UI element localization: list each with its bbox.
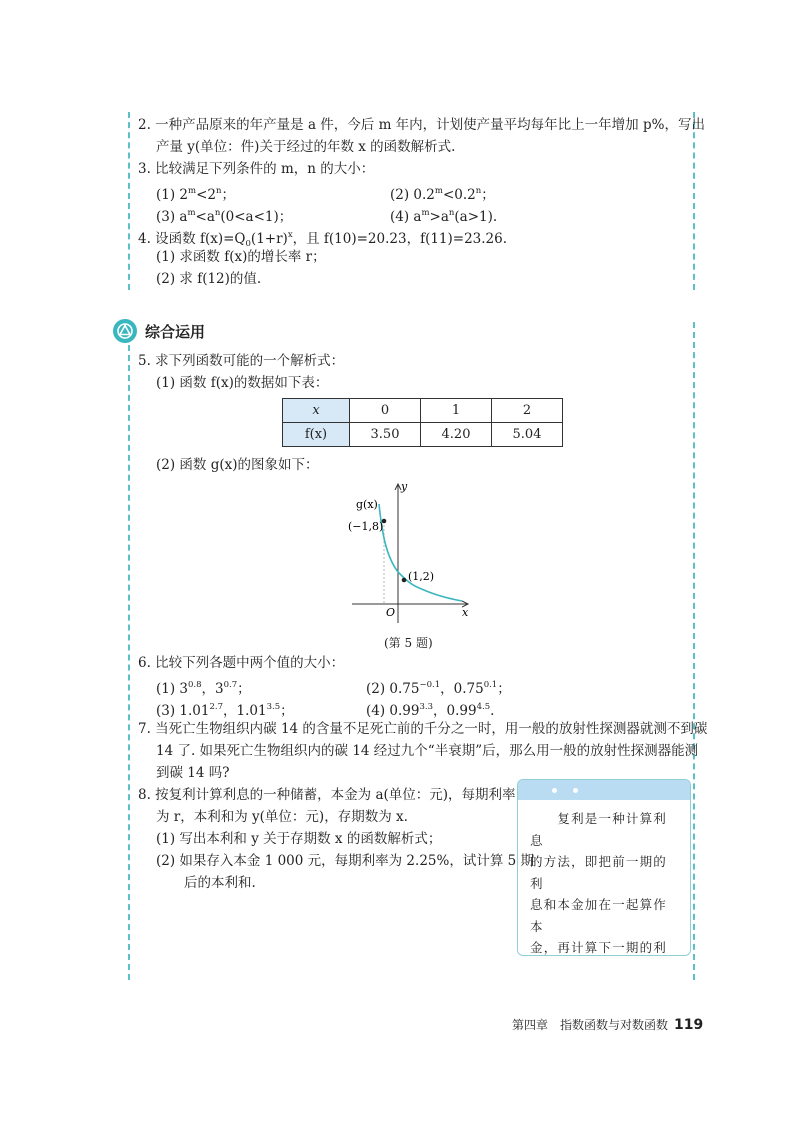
problem-4-q1: (1) 求函数 f(x)的增长率 r；	[156, 249, 326, 265]
point-label-2: (1,2)	[408, 570, 435, 583]
problem-8-q2: (2) 如果存入本金 1 000 元，每期利率为 2.25%，试计算 5 期	[156, 853, 534, 869]
point-1-2	[402, 578, 407, 583]
problem-6-a1: (1) $3^{0.8}$，$3^{0.7}$；	[156, 680, 251, 697]
table-cell: 3.50	[350, 423, 421, 447]
table-cell: 0	[350, 399, 421, 423]
x-axis-label: x	[462, 606, 469, 619]
data-table	[282, 398, 563, 447]
problem-6-a2: (2) $0.75^{-0.1}$，$0.75^{0.1}$；	[366, 680, 511, 697]
problem-4-q2: (2) 求 f(12)的值.	[156, 271, 262, 287]
problem-7-line2: 14 了. 如果死亡生物组织内的碳 14 经过九个“半衰期”后，那么用一般的放射性探测器能测	[156, 743, 699, 759]
y-axis-label: y	[401, 480, 408, 493]
problem-8-q1: (1) 写出本利和 y 关于存期数 x 的函数解析式；	[156, 831, 442, 847]
problem-4-head: 4. 设函数 $f(x)=Q_0(1+r)^x$，且 f(10)=20.23，f(11)=23.26.	[138, 230, 508, 249]
table-row	[283, 423, 563, 447]
problem-3-head: 3. 比较满足下列条件的 m，n 的大小：	[138, 161, 375, 177]
note-line: 的方法，即把前一期的利	[530, 854, 668, 891]
problem-3-cond2: (2) $0.2^m<0.2^n$；	[390, 186, 495, 203]
note-text	[518, 800, 690, 956]
function-curve	[379, 504, 462, 601]
page-number: 119	[674, 1017, 704, 1033]
problem-3-cond1: (1) $2^m<2^n$；	[156, 186, 235, 203]
table-cell: 5.04	[492, 423, 563, 447]
problem-2-line1: 2. 一种产品原来的年产量是 a 件，今后 m 年内，计划使产量平均每年比上一年增加 p%，写出	[138, 117, 705, 133]
table-cell: 2	[492, 399, 563, 423]
note-box	[517, 779, 691, 956]
problem-7-line3: 到碳 14 吗?	[156, 765, 230, 781]
page-footer	[512, 1016, 703, 1033]
table-row	[283, 399, 563, 423]
problem-2-line2: 产量 y(单位：件)关于经过的年数 x 的函数解析式.	[156, 139, 456, 155]
problem-6-head: 6. 比较下列各题中两个值的大小：	[138, 655, 345, 671]
problem-6-a4: (4) $0.99^{3.3}$，$0.99^{4.5}$.	[366, 702, 495, 719]
table-cell: 4.20	[421, 423, 492, 447]
table-header-x: x	[283, 399, 350, 423]
problem-6-a3: (3) $1.01^{2.7}$，$1.01^{3.5}$；	[156, 702, 294, 719]
problem-8-line2: 为 r，本利和为 y(单位：元)，存期数为 x.	[156, 809, 408, 825]
right-border-bottom	[693, 322, 695, 980]
problem-5-q2: (2) 函数 g(x)的图象如下：	[156, 457, 319, 473]
left-border-top	[128, 112, 130, 290]
figure-caption: (第 5 题)	[384, 636, 433, 650]
problem-5-head: 5. 求下列函数可能的一个解析式：	[138, 353, 345, 369]
origin-label: O	[386, 606, 396, 619]
function-label: g(x)	[356, 498, 378, 511]
section-title: 综合运用	[145, 322, 206, 341]
problem-7-line1: 7. 当死亡生物组织内碳 14 的含量不足死亡前的千分之一时，用一般的放射性探测器就测不到碳	[138, 721, 708, 737]
point-label-1: (−1,8)	[348, 520, 384, 533]
dot-icon	[573, 788, 578, 793]
recycle-triangle-icon	[113, 319, 137, 343]
function-graph	[340, 478, 480, 628]
left-border-bottom	[128, 345, 130, 980]
problem-8-q2b: 后的本利和.	[184, 875, 256, 891]
section-header	[113, 318, 205, 344]
chapter-title: 第四章 指数函数与对数函数	[512, 1018, 669, 1032]
note-line: 金，再计算下一期的利	[530, 940, 668, 955]
problem-5-q1: (1) 函数 f(x)的数据如下表：	[156, 375, 329, 391]
note-line: 复利是一种计算利息	[530, 811, 668, 848]
problem-8-line1: 8. 按复利计算利息的一种储蓄，本金为 a(单位：元)，每期利率	[138, 787, 516, 803]
note-line: 息和本金加在一起算作本	[530, 897, 668, 934]
note-tab	[518, 780, 690, 800]
dot-icon	[552, 788, 557, 793]
problem-3-cond4: (4) $a^m>a^n(a>1)$.	[390, 208, 498, 225]
problem-3-cond3: (3) $a^m<a^n(0<a<1)$；	[156, 208, 293, 225]
table-cell: 1	[421, 399, 492, 423]
right-border-top	[693, 112, 695, 290]
table-header-fx: f(x)	[283, 423, 350, 447]
